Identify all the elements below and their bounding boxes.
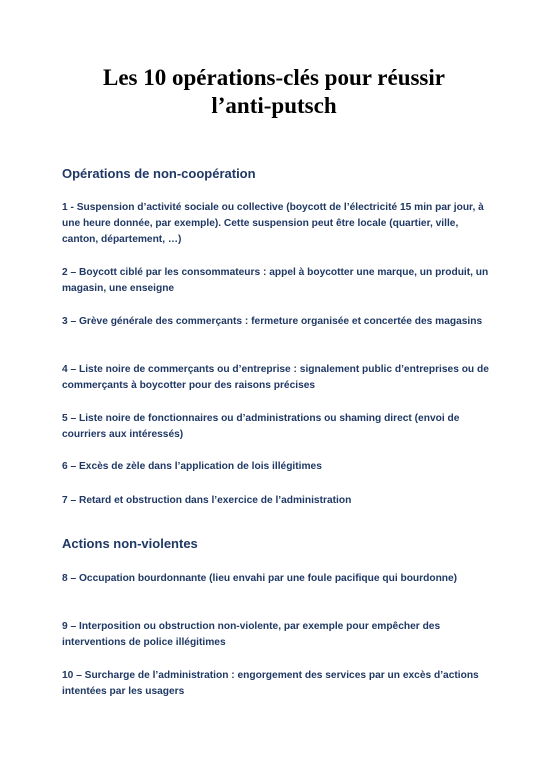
title-line-2: l’anti-putsch	[211, 93, 337, 118]
list-item-6: 6 – Excès de zèle dans l’application de lois illégitimes	[62, 461, 322, 472]
list-item-1: 1 - Suspension d’activité sociale ou collective (boycott de l’électricité 15 min par jour, à une heure donnée, par exemple). Cette suspension peut être locale (quartier, ville, canton, département, …)	[62, 202, 484, 245]
list-item-10: 10 – Surcharge de l’administration : engorgement des services par un excès d’actions intentées par les usagers	[62, 670, 479, 697]
list-item-8: 8 – Occupation bourdonnante (lieu envahi par une foule pacifique qui bourdonne)	[62, 573, 458, 584]
section-heading-non-cooperation: Opérations de non-coopération	[62, 166, 256, 181]
title-line-1: Les 10 opérations-clés pour réussir	[102, 65, 445, 90]
list-item-5: 5 – Liste noire de fonctionnaires ou d’administrations ou shaming direct (envoi de courriers aux intéressés)	[62, 413, 460, 440]
list-item-9: 9 – Interposition ou obstruction non-violente, par exemple pour empêcher des interventions de police illégitimes	[62, 621, 441, 648]
list-item-2: 2 – Boycott ciblé par les consommateurs : appel à boycotter une marque, un produit, un magasin, une enseigne	[62, 267, 489, 294]
list-item-7: 7 – Retard et obstruction dans l’exercice de l’administration	[62, 495, 352, 506]
list-item-4: 4 – Liste noire de commerçants ou d’entreprise : signalement public d’entreprises ou de commerçants à boycotter pour des raisons précises	[62, 364, 489, 391]
section-heading-non-violent-actions: Actions non-violentes	[62, 536, 198, 551]
list-item-3: 3 – Grève générale des commerçants : fermeture organisée et concertée des magasins	[62, 316, 483, 327]
page-title	[40, 64, 508, 120]
